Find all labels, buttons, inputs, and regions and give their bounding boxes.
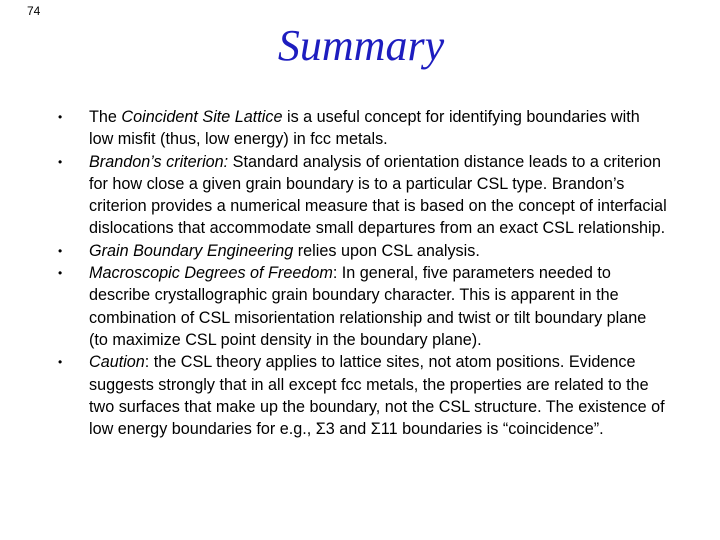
bullet-csl <box>58 106 668 151</box>
bullet-term: Grain Boundary Engineering <box>89 241 294 260</box>
bullet-brandon <box>58 151 668 240</box>
bullet-term: Caution <box>89 353 145 372</box>
bullet-term: Macroscopic Degrees of Freedom <box>89 264 333 283</box>
bullet-text: The <box>89 108 122 126</box>
bullet-text: relies upon CSL analysis. <box>293 241 480 260</box>
bullet-term: Brandon’s criterion: <box>89 152 229 171</box>
bullet-caution <box>58 351 668 440</box>
slide-title-text: Summary <box>277 21 445 70</box>
bullet-dot-icon: • <box>58 243 63 258</box>
bullet-dot-icon: • <box>58 355 63 370</box>
bullet-text: is a useful concept for identifying boundaries with low misfit (thus, low energy) in fcc metals. <box>89 108 640 149</box>
bullet-list <box>58 106 668 440</box>
bullet-dot-icon: • <box>58 266 63 281</box>
bullet-term: Coincident Site Lattice <box>121 108 283 126</box>
bullet-text: : In general, five parameters needed to describe crystallographic grain boundary character. This is apparent in the combination of CSL misorientation relationship and twist or tilt boundary plane (to maximize CSL point density in the boundary plane). <box>89 264 647 349</box>
bullet-text: Standard analysis of orientation distance leads to a criterion for how close a given grain boundary is to a particular CSL type. Brandon’s criterion provides a numerical measure that is based on the concept of interfacial dislocations that accommodate small departures from an exact CSL relationship. <box>89 152 667 238</box>
bullet-dot-icon: • <box>58 110 63 124</box>
slide-number: 74 <box>27 4 41 18</box>
bullet-dot-icon: • <box>58 154 63 169</box>
bullet-text: : the CSL theory applies to lattice sites, not atom positions. Evidence suggests strongly that in all except fcc metals, the properties are related to the two surfaces that make up the boundary, not the CSL structure. The existence of low energy boundaries for e.g., Σ3 and Σ11 boundaries is “coincidence”. <box>89 353 665 439</box>
slide-title <box>0 20 720 71</box>
bullet-macroscopic <box>58 262 668 351</box>
bullet-gbe <box>58 240 668 262</box>
